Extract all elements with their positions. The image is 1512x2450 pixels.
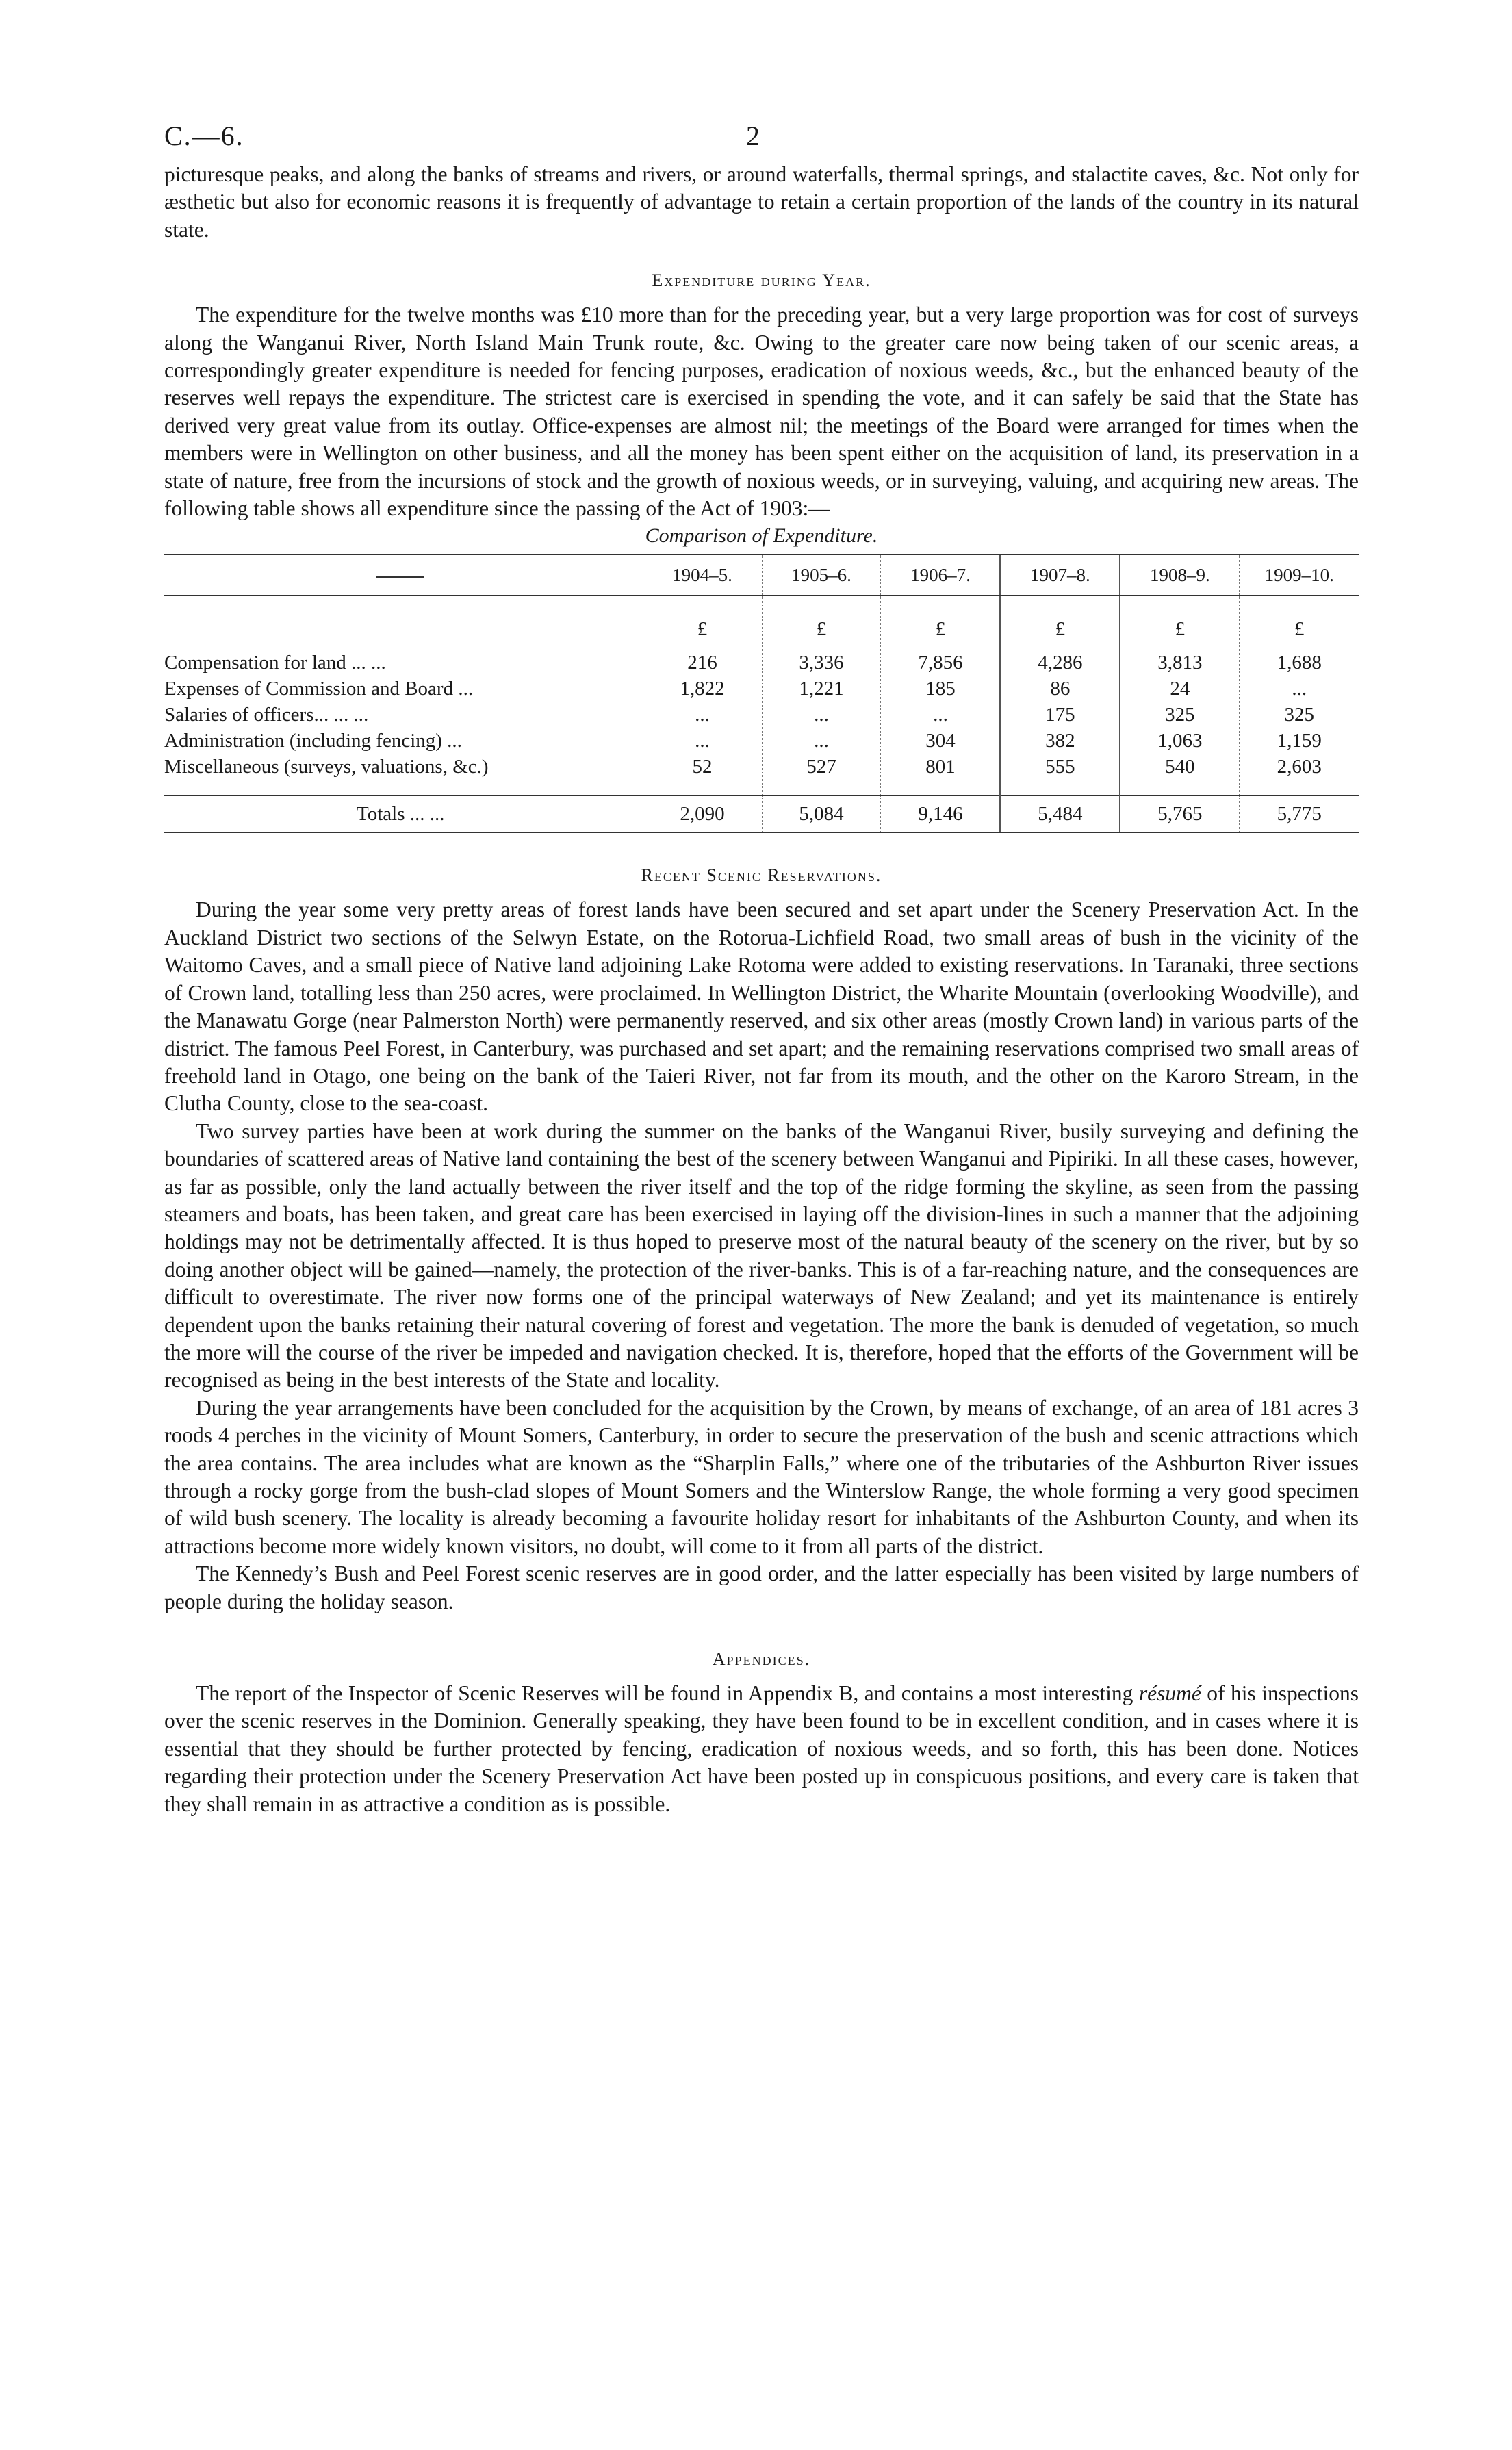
unit-cell: £ (762, 596, 881, 650)
document-page (164, 120, 1359, 1818)
row-label: Administration (including fencing) ... (164, 729, 462, 752)
year-header: 1909–10. (1240, 554, 1359, 596)
table-cell: 3,813 (1120, 650, 1239, 676)
recent-reservations-heading: Recent Scenic Reservations. (641, 865, 882, 886)
table-cell: 216 (643, 650, 762, 676)
table-cell: 175 (1000, 702, 1120, 728)
appendices-paragraph: The report of the Inspector of Scenic Reserves will be found in Appendix B, and contains a most interesting résumé of his inspections over the scenic reserves in the Dominion. Generally speaking, they have been found to be in excellent condition, and in cases where it is essential that they should be further protected by fencing, eradication of noxious weeds, and so forth, this has been done. Notices regarding their protection under the Scenery Preservation Act have been posted up in conspicuous positions, and every care is taken that they shall remain in as attractive a condition as is possible. (164, 1681, 1359, 1816)
appendices-heading: Appendices. (712, 1649, 811, 1670)
recent-paragraph: During the year some very pretty areas of forest lands have been secured and set apart under the Scenery Preservation Act. In the Auckland District two sections of the Selwyn Estate, on the Rotorua-Lichfield Road, two small areas of bush in the vicinity of the Waitomo Caves, and a small piece of Native land adjoining Lake Rotoma were added to existing reservations. In Taranaki, three sections of Crown land, totalling less than 250 acres, were proclaimed. In Wellington District, the Wharite Mountain (overlooking Woodville), and the Manawatu Gorge (near Palmerston North) were permanently reserved, and six other areas (mostly Crown land) in various parts of the district. The famous Peel Forest, in Canterbury, was purchased and set apart; and the remaining reservations comprised two small areas of freehold land in Otago, one being on the bank of the Taieri River, not far from its mouth, and the other on the Karoro Stream, in the Clutha County, close to the sea-coast. (164, 897, 1359, 1116)
unit-cell: £ (1240, 596, 1359, 650)
table-cell: ... (1240, 676, 1359, 702)
table-row (164, 702, 1359, 728)
table-cell: 1,063 (1120, 728, 1239, 754)
recent-paragraph: During the year arrangements have been concluded for the acquisition by the Crown, by means of exchange, of an area of 181 acres 3 roods 4 perches in the vicinity of Mount Somers, Canterbury, in order to secure the preservation of the bush and scenic attractions which the area contains. The area includes what are known as the “Sharplin Falls,” where one of the tributaries of the Ashburton River issues through a rocky gorge from the bush-clad slopes of Mount Somers and the Winterslow Range, the whole forming a very good specimen of wild bush scenery. The locality is already becoming a favourite holiday resort for inhabitants of the Ashburton County, and when its attractions become more widely known visitors, no doubt, will come to it from all parts of the district. (164, 1395, 1359, 1558)
table-cell: 1,159 (1240, 728, 1359, 754)
recent-paragraph: The Kennedy’s Bush and Peel Forest scenic reserves are in good order, and the latter especially has been visited by large numbers of people during the holiday season. (164, 1561, 1359, 1613)
unit-cell: £ (643, 596, 762, 650)
year-header: 1906–7. (881, 554, 1000, 596)
unit-row (164, 596, 1359, 650)
table-cell: 86 (1000, 676, 1120, 702)
table-row (164, 728, 1359, 754)
table-cell: 1,221 (762, 676, 881, 702)
table-cell: 2,603 (1240, 754, 1359, 780)
expenditure-heading: Expenditure during Year. (652, 270, 871, 291)
header-blank-cell (164, 554, 643, 596)
recent-paragraph: Two survey parties have been at work during the summer on the banks of the Wanganui River, busily surveying and defining the boundaries of scattered areas of Native land containing the best of the scenery between Wanganui and Pipiriki. In all these cases, however, as far as possible, only the land actually between the river itself and the top of the ridge forming the skyline, as seen from the passing steamers and boats, has been taken, and great care has been exercised in laying off the division-lines in such a manner that the adjoining holdings may not be detrimentally affected. It is thus hoped to preserve most of the natural beauty of the scenery on the river, but by so doing another object will be gained—namely, the protection of the river-banks. This is of a far-reaching nature, and the consequences are difficult to overestimate. The river now forms one of the principal waterways of New Zealand; and yet its maintenance is entirely dependent upon the banks retaining their natural covering of forest and vegetation. The more the bank is denuded of vegetation, so much the more will the course of the river be impeded and navigation checked. It is, therefore, hoped that the efforts of the Government will be recognised as being in the best interests of the State and locality. (164, 1119, 1359, 1392)
table-header-row (164, 554, 1359, 596)
table-row (164, 754, 1359, 780)
expenditure-table (164, 554, 1359, 833)
year-header: 1905–6. (762, 554, 881, 596)
table-cell: 325 (1240, 702, 1359, 728)
table-cell: 1,822 (643, 676, 762, 702)
table-cell: 3,336 (762, 650, 881, 676)
table-cell: 540 (1120, 754, 1239, 780)
table-row (164, 650, 1359, 676)
parliamentary-paper-ref: C.—6. (164, 120, 244, 151)
total-cell: 5,084 (762, 795, 881, 832)
table-cell: ... (643, 702, 762, 728)
table-cell: 527 (762, 754, 881, 780)
table-cell: 1,688 (1240, 650, 1359, 676)
total-cell: 2,090 (643, 795, 762, 832)
table-cell: 52 (643, 754, 762, 780)
row-label: Compensation for land ... ... (164, 651, 386, 674)
page-header (164, 120, 1359, 161)
unit-cell: £ (881, 596, 1000, 650)
year-header: 1907–8. (1000, 554, 1120, 596)
year-header: 1908–9. (1120, 554, 1239, 596)
table-cell: ... (762, 702, 881, 728)
table-row (164, 676, 1359, 702)
table-cell: 325 (1120, 702, 1239, 728)
year-header: 1904–5. (643, 554, 762, 596)
row-label: Miscellaneous (surveys, valuations, &c.) (164, 755, 489, 778)
row-label: Expenses of Commission and Board ... (164, 677, 474, 700)
expenditure-paragraph: The expenditure for the twelve months was £10 more than for the preceding year, but a very large proportion was for cost of surveys along the Wanganui River, North Island Main Trunk route, &c. Owing to the greater care now being taken of our scenic areas, a correspondingly greater expenditure is needed for fencing purposes, eradication of noxious weeds, &c., but the enhanced beauty of the reserves well repays the expenditure. The strictest care is exercised in spending the vote, and it can safely be said that the State has derived very great value from its outlay. Office-expenses are almost nil; the meetings of the Board were arranged for times when the members were in Wellington on other business, and all the money has been spent either on the acquisition of land, its preservation in a state of nature, free from the incursions of stock and the growth of noxious weeds, or in surveying, valuing, and acquiring new areas. The following table shows all expenditure since the passing of the Act of 1903:— (164, 303, 1359, 521)
table-caption: Comparison of Expenditure. (645, 524, 878, 548)
totals-label: Totals ... ... (164, 795, 643, 832)
unit-cell: £ (1000, 596, 1120, 650)
table-cell: 24 (1120, 676, 1239, 702)
table-cell: 801 (881, 754, 1000, 780)
italic-word: résumé (1138, 1681, 1201, 1706)
table-cell: ... (762, 728, 881, 754)
intro-paragraph: picturesque peaks, and along the banks of streams and rivers, or around waterfalls, thermal springs, and stalactite caves, &c. Not only for æsthetic but also for economic reasons it is frequently of advantage to retain a certain proportion of the lands of the country in its natural state. (164, 162, 1359, 242)
total-cell: 5,765 (1120, 795, 1239, 832)
table-cell: 304 (881, 728, 1000, 754)
table-cell: ... (643, 728, 762, 754)
table-cell: 7,856 (881, 650, 1000, 676)
row-label: Salaries of officers... ... ... (164, 703, 369, 726)
page-number: 2 (746, 120, 760, 151)
totals-row (164, 795, 1359, 832)
table-cell: 4,286 (1000, 650, 1120, 676)
unit-cell: £ (1120, 596, 1239, 650)
table-cell: 555 (1000, 754, 1120, 780)
total-cell: 5,484 (1000, 795, 1120, 832)
total-cell: 5,775 (1240, 795, 1359, 832)
table-cell: 382 (1000, 728, 1120, 754)
table-cell: 185 (881, 676, 1000, 702)
table-cell: ... (881, 702, 1000, 728)
total-cell: 9,146 (881, 795, 1000, 832)
